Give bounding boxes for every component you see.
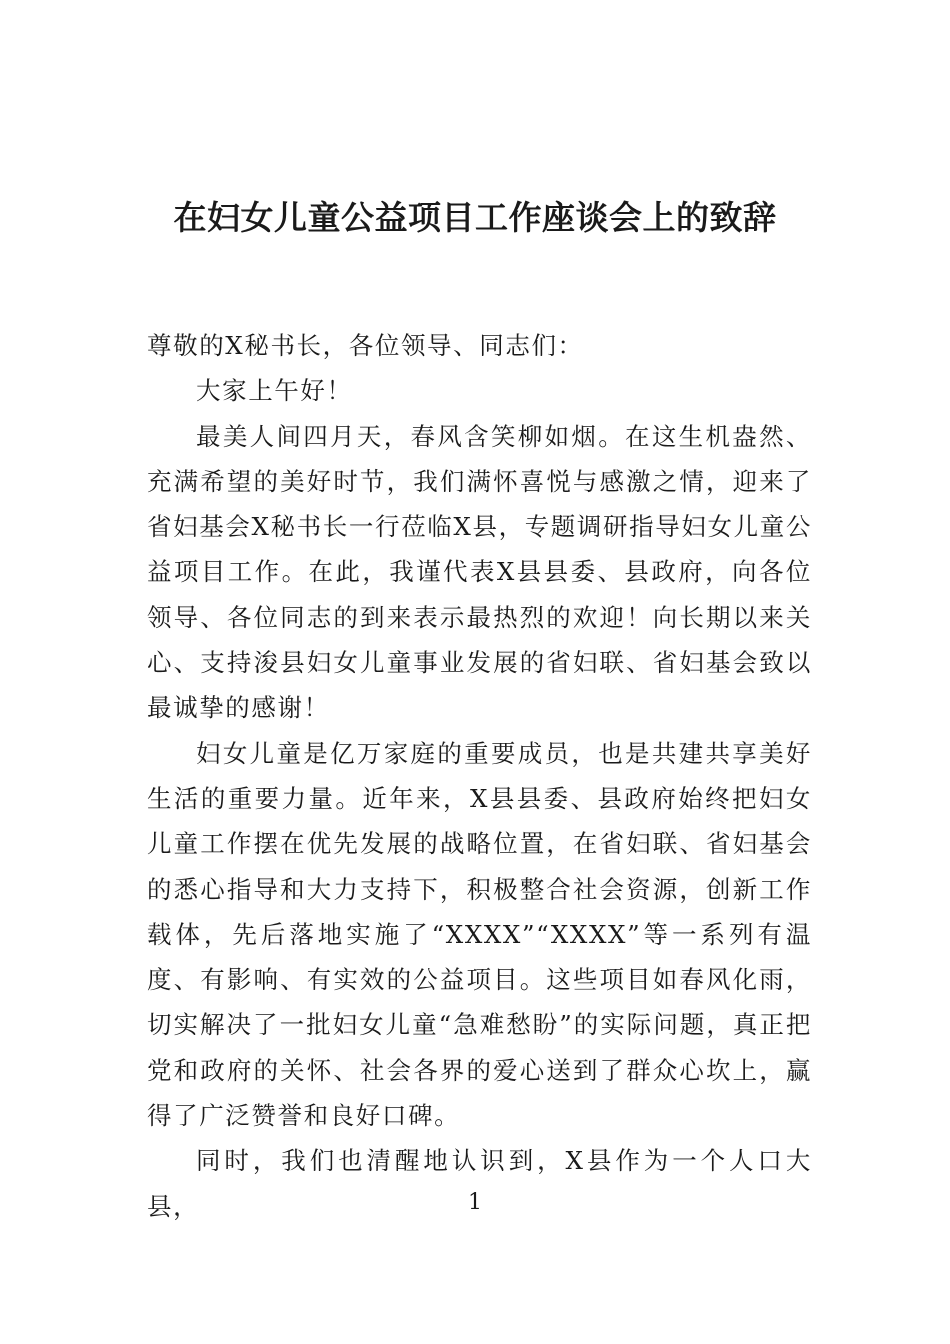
- salutation: 尊敬的X秘书长，各位领导、同志们：: [147, 331, 584, 360]
- paragraph-achievements: 妇女儿童是亿万家庭的重要成员，也是共建共享美好生活的重要力量。近年来，X县县委、县政府始终把妇女儿童工作摆在优先发展的战略位置，在省妇联、省妇基会的悉心指导和大力支持下，积极整合社会资源，创新工作载体，先后落地实施了“XXXX”“XXXX”等一系列有温度、有影响、有实效的公益项目。这些项目如春风化雨，切实解决了一批妇女儿童“急难愁盼”的实际问题，真正把党和政府的关怀、社会各界的爱心送到了群众心坎上，赢得了广泛赞誉和良好口碑。: [147, 738, 812, 1131]
- document-body: [147, 323, 812, 1229]
- paragraph-welcome: 最美人间四月天，春风含笑柳如烟。在这生机盎然、充满希望的美好时节，我们满怀喜悦与感激之情，迎来了省妇基会X秘书长一行莅临X县，专题调研指导妇女儿童公益项目工作。在此，我谨代表X县县委、县政府，向各位领导、各位同志的到来表示最热烈的欢迎！向长期以来关心、支持浚县妇女儿童事业发展的省妇联、省妇基会致以最诚挚的感谢！: [147, 421, 812, 723]
- page-number: 1: [468, 1190, 482, 1215]
- paragraph-awareness: 同时，我们也清醒地认识到，X县作为一个人口大县，: [147, 1146, 812, 1221]
- document-title: 在妇女儿童公益项目工作座谈会上的致辞: [173, 198, 777, 237]
- paragraph-greeting: 大家上午好！: [196, 376, 353, 406]
